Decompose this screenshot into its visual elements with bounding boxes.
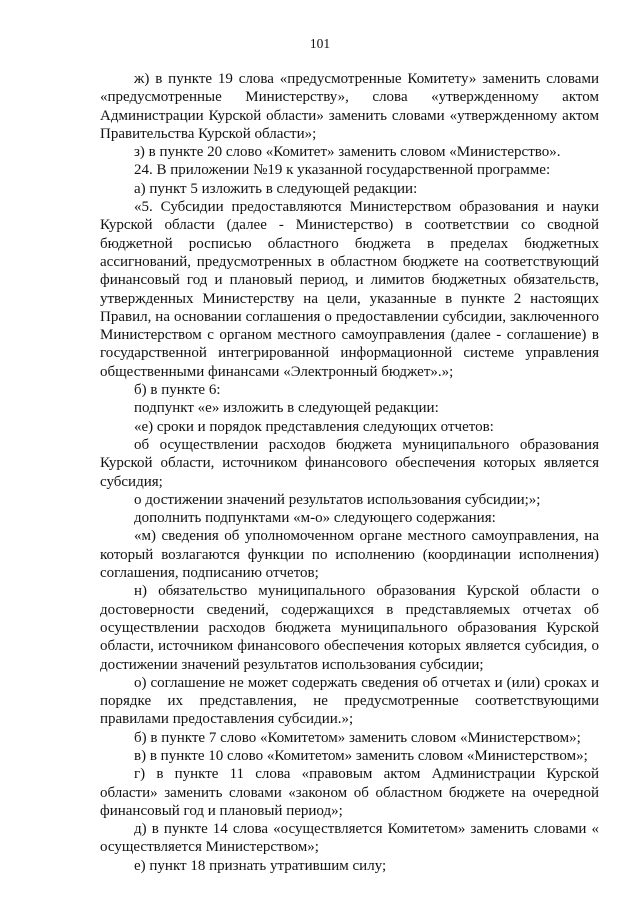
paragraph: дополнить подпунктами «м-о» следующего содержания: — [134, 510, 496, 527]
paragraph: об осуществлении расходов бюджета муниципального образования Курской области, источником финансового обеспечения которых является субсидия; — [100, 436, 599, 490]
paragraph: «м) сведения об уполномоченном органе местного самоуправления, на который возлагаются функции по исполнению (координации исполнения) соглашения, подписанию отчетов; — [100, 528, 599, 582]
paragraph: б) в пункте 7 слово «Комитетом» заменить словом «Министерством»; — [134, 729, 581, 746]
paragraph: д) в пункте 14 слова «осуществляется Комитетом» заменить словами « осуществляется Министерством»; — [100, 821, 599, 856]
document-body — [100, 70, 599, 875]
paragraph: б) в пункте 6: — [134, 382, 221, 399]
paragraph: в) в пункте 10 слово «Комитетом» заменить словом «Министерством»; — [134, 747, 588, 764]
paragraph: г) в пункте 11 слова «правовым актом Администрации Курской области» заменить словами «законом об областном бюджете на очередной финансовый год и плановый период»; — [100, 766, 599, 819]
paragraph: е) пункт 18 признать утратившим силу; — [134, 857, 387, 874]
paragraph: н) обязательство муниципального образования Курской области о достоверности сведений, содержащихся в представляемых отчетах об осуществлении расходов бюджета муниципального образования Курской области, источником финансового обеспечения которых является субсидия, о достижении значений результатов использования субсидии; — [100, 583, 599, 673]
paragraph: о) соглашение не может содержать сведения об отчетах и (или) сроках и порядке их представления, не предусмотренные соответствующими правилами предоставления субсидии.»; — [100, 674, 599, 728]
paragraph: подпункт «е» изложить в следующей редакции: — [134, 400, 439, 417]
paragraph: з) в пункте 20 слово «Комитет» заменить словом «Министерство». — [134, 144, 561, 161]
paragraph: «е) сроки и порядок представления следующих отчетов: — [134, 418, 494, 435]
paragraph: ж) в пункте 19 слова «предусмотренные Комитету» заменить словами «предусмотренные Министерству», слова «утвержденному актом Администрации Курской области» заменить словами «утвержденному актом Правительства Курской области»; — [100, 71, 599, 142]
paragraph: 24. В приложении №19 к указанной государственной программе: — [134, 162, 551, 179]
paragraph: «5. Субсидии предоставляются Министерством образования и науки Курской области (далее - Министерство) в соответствии со сводной бюджетной росписью областного бюджета в пределах бюджетных ассигнований, предусмотренных в областном бюджете на соответствующий финансовый год и плановый период, и лимитов бюджетных обязательств, утвержденных Министерству на цели, указанные в пункте 2 настоящих Правил, на основании соглашения о предоставлении субсидии, заключенного Министерством с органом местного самоуправления (далее - соглашение) в государственной интегрированной информационной системе управления общественными финансами «Электронный бюджет».»; — [100, 199, 599, 380]
paragraph: а) пункт 5 изложить в следующей редакции: — [134, 180, 418, 197]
page-number: 101 — [309, 36, 331, 51]
paragraph: о достижении значений результатов использования субсидии;»; — [134, 491, 541, 508]
